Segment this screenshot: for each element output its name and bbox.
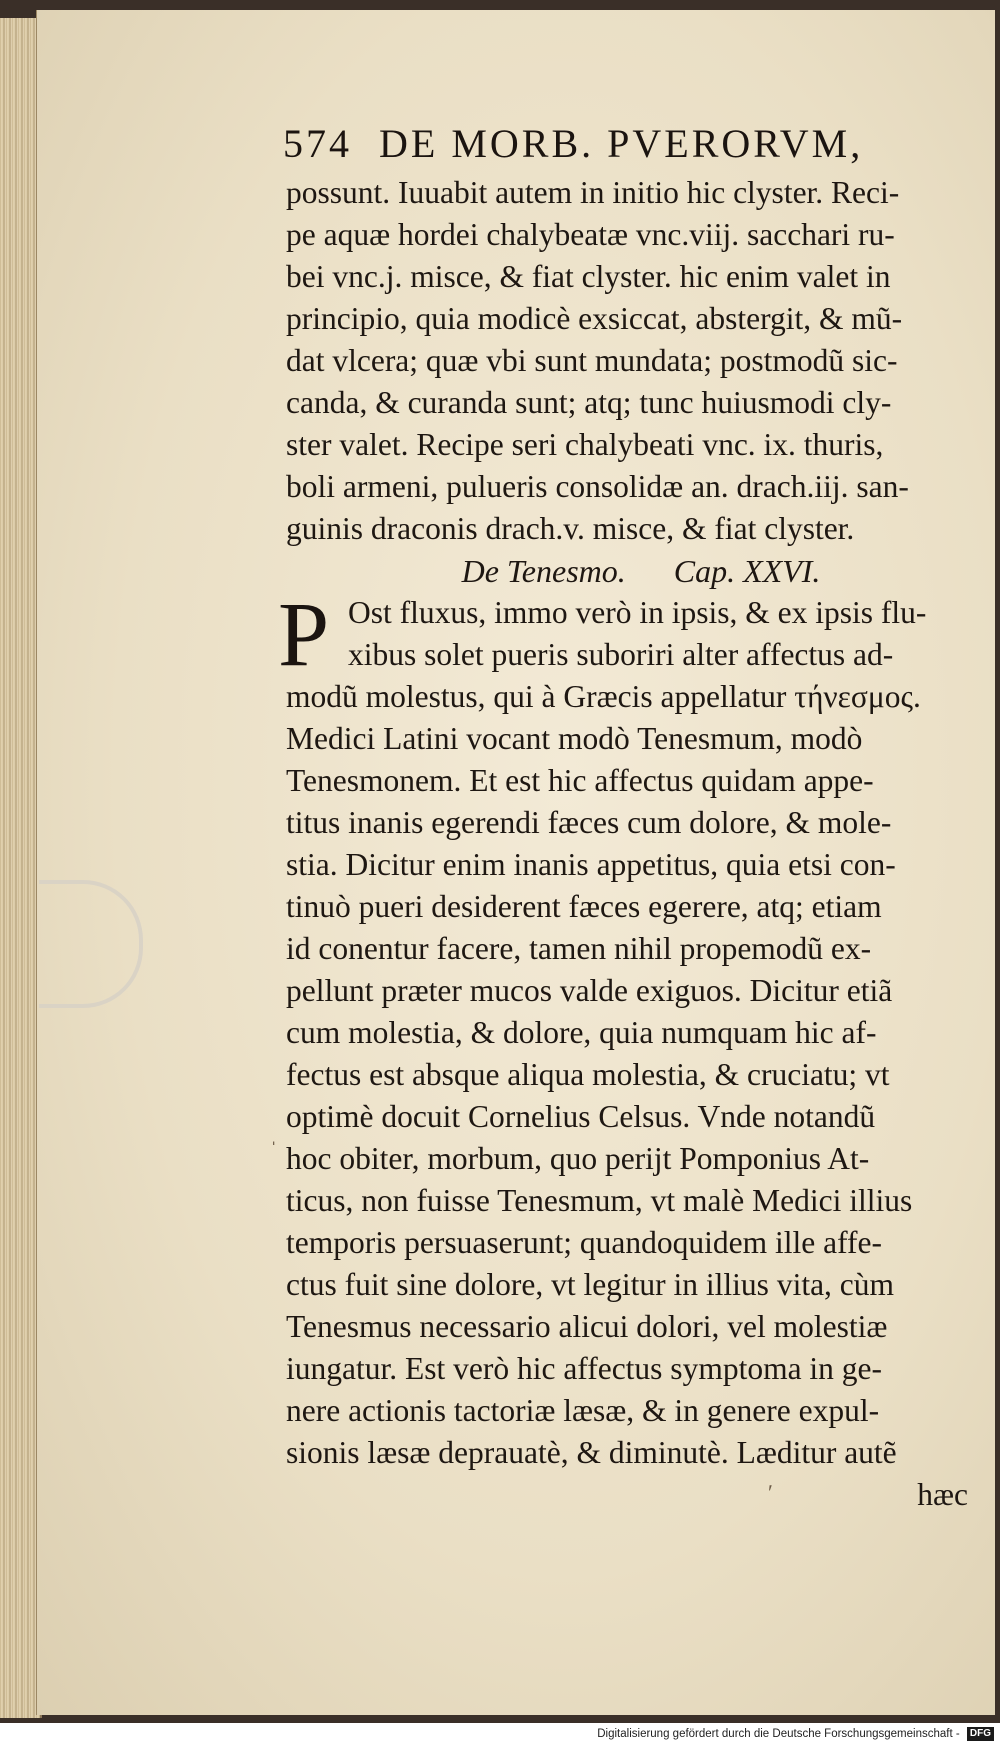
text-line: pe aquæ hordei chalybeatæ vnc.viij. sacchari ru- — [286, 217, 895, 252]
stray-mark: ˌ — [270, 1120, 278, 1145]
text-line: ctus fuit sine dolore, vt legitur in illius vita, cùm — [286, 1267, 895, 1302]
text-line: ster valet. Recipe seri chalybeati vnc. ix. thuris, — [286, 427, 884, 462]
text-line: fectus est absque aliqua molestia, & cruciatu; vt — [286, 1057, 890, 1092]
chapter-title: De Tenesmo. — [461, 553, 626, 589]
text-line: nere actionis tactoriæ læsæ, & in genere expul- — [286, 1393, 880, 1428]
stray-mark: ʹ — [768, 1480, 773, 1505]
text-line: Tenesmonem. Et est hic affectus quidam appe- — [286, 763, 874, 798]
text-line: pellunt præter mucos valde exiguos. Dicitur etiã — [286, 973, 893, 1008]
text-line: cum molestia, & dolore, quia numquam hic af- — [286, 1015, 877, 1050]
text-line: stia. Dicitur enim inanis appetitus, quia etsi con- — [286, 847, 896, 882]
text-line: hoc obiter, morbum, quo perijt Pomponius At- — [286, 1141, 870, 1176]
text-line: ticus, non fuisse Tenesmum, vt malè Medici illius — [286, 1183, 913, 1218]
dfg-logo: DFG — [967, 1727, 994, 1741]
text-line: Tenesmus necessario alicui dolori, vel molestiæ — [286, 1309, 888, 1344]
running-title: DE MORB. PVERORVM, — [379, 121, 864, 166]
text-line: id conentur facere, tamen nihil propemodũ ex- — [286, 931, 872, 966]
text-line: canda, & curanda sunt; atq; tunc huiusmodi cly- — [286, 385, 892, 420]
text-line: boli armeni, pulueris consolidæ an. drach.iij. san- — [286, 469, 909, 504]
text-line: principio, quia modicè exsiccat, abstergit, & mũ- — [286, 301, 903, 336]
digitization-footer — [0, 1723, 1000, 1745]
text-line: bei vnc.j. misce, & fiat clyster. hic enim valet in — [286, 259, 891, 294]
chapter-number: Cap. XXVI. — [673, 553, 821, 589]
text-line: Medici Latini vocant modò Tenesmum, modò — [286, 721, 863, 756]
text-line: temporis persuaserunt; quandoquidem ille affe- — [286, 1225, 882, 1260]
text-line: iungatur. Est verò hic affectus symptoma in ge- — [286, 1351, 883, 1386]
text-line: tinuò pueri desiderent fæces egerere, atq; etiam — [286, 889, 882, 924]
text-line: modũ molestus, qui à Græcis appellatur τήνεσμος. — [286, 679, 921, 714]
text-line: dat vlcera; quæ vbi sunt mundata; postmodũ sic- — [286, 343, 898, 378]
catchword: hæc — [917, 1477, 968, 1512]
text-line: xibus solet pueris suboriri alter affectus ad- — [348, 637, 894, 672]
text-line: titus inanis egerendi fæces cum dolore, & mole- — [286, 805, 892, 840]
page-number: 574 — [283, 121, 352, 166]
text-line: sionis læsæ deprauatè, & diminutè. Læditur autẽ — [286, 1435, 897, 1470]
footer-text: Digitalisierung gefördert durch die Deutsche Forschungsgemeinschaft - — [597, 1728, 960, 1740]
text-line-content: Ost fluxus, immo verò in ipsis, & ex ipsis flu- — [348, 595, 927, 630]
page-text — [278, 172, 976, 1516]
running-header — [283, 120, 923, 167]
text-line: guinis draconis drach.v. misce, & fiat clyster. — [286, 511, 855, 546]
drop-capital: P — [278, 583, 330, 685]
text-line: possunt. Iuuabit autem in initio hic clyster. Reci- — [286, 175, 900, 210]
page-clip — [39, 880, 143, 1008]
text-line: optimè docuit Cornelius Celsus. Vnde notandũ — [286, 1099, 876, 1134]
chapter-heading — [286, 550, 976, 592]
